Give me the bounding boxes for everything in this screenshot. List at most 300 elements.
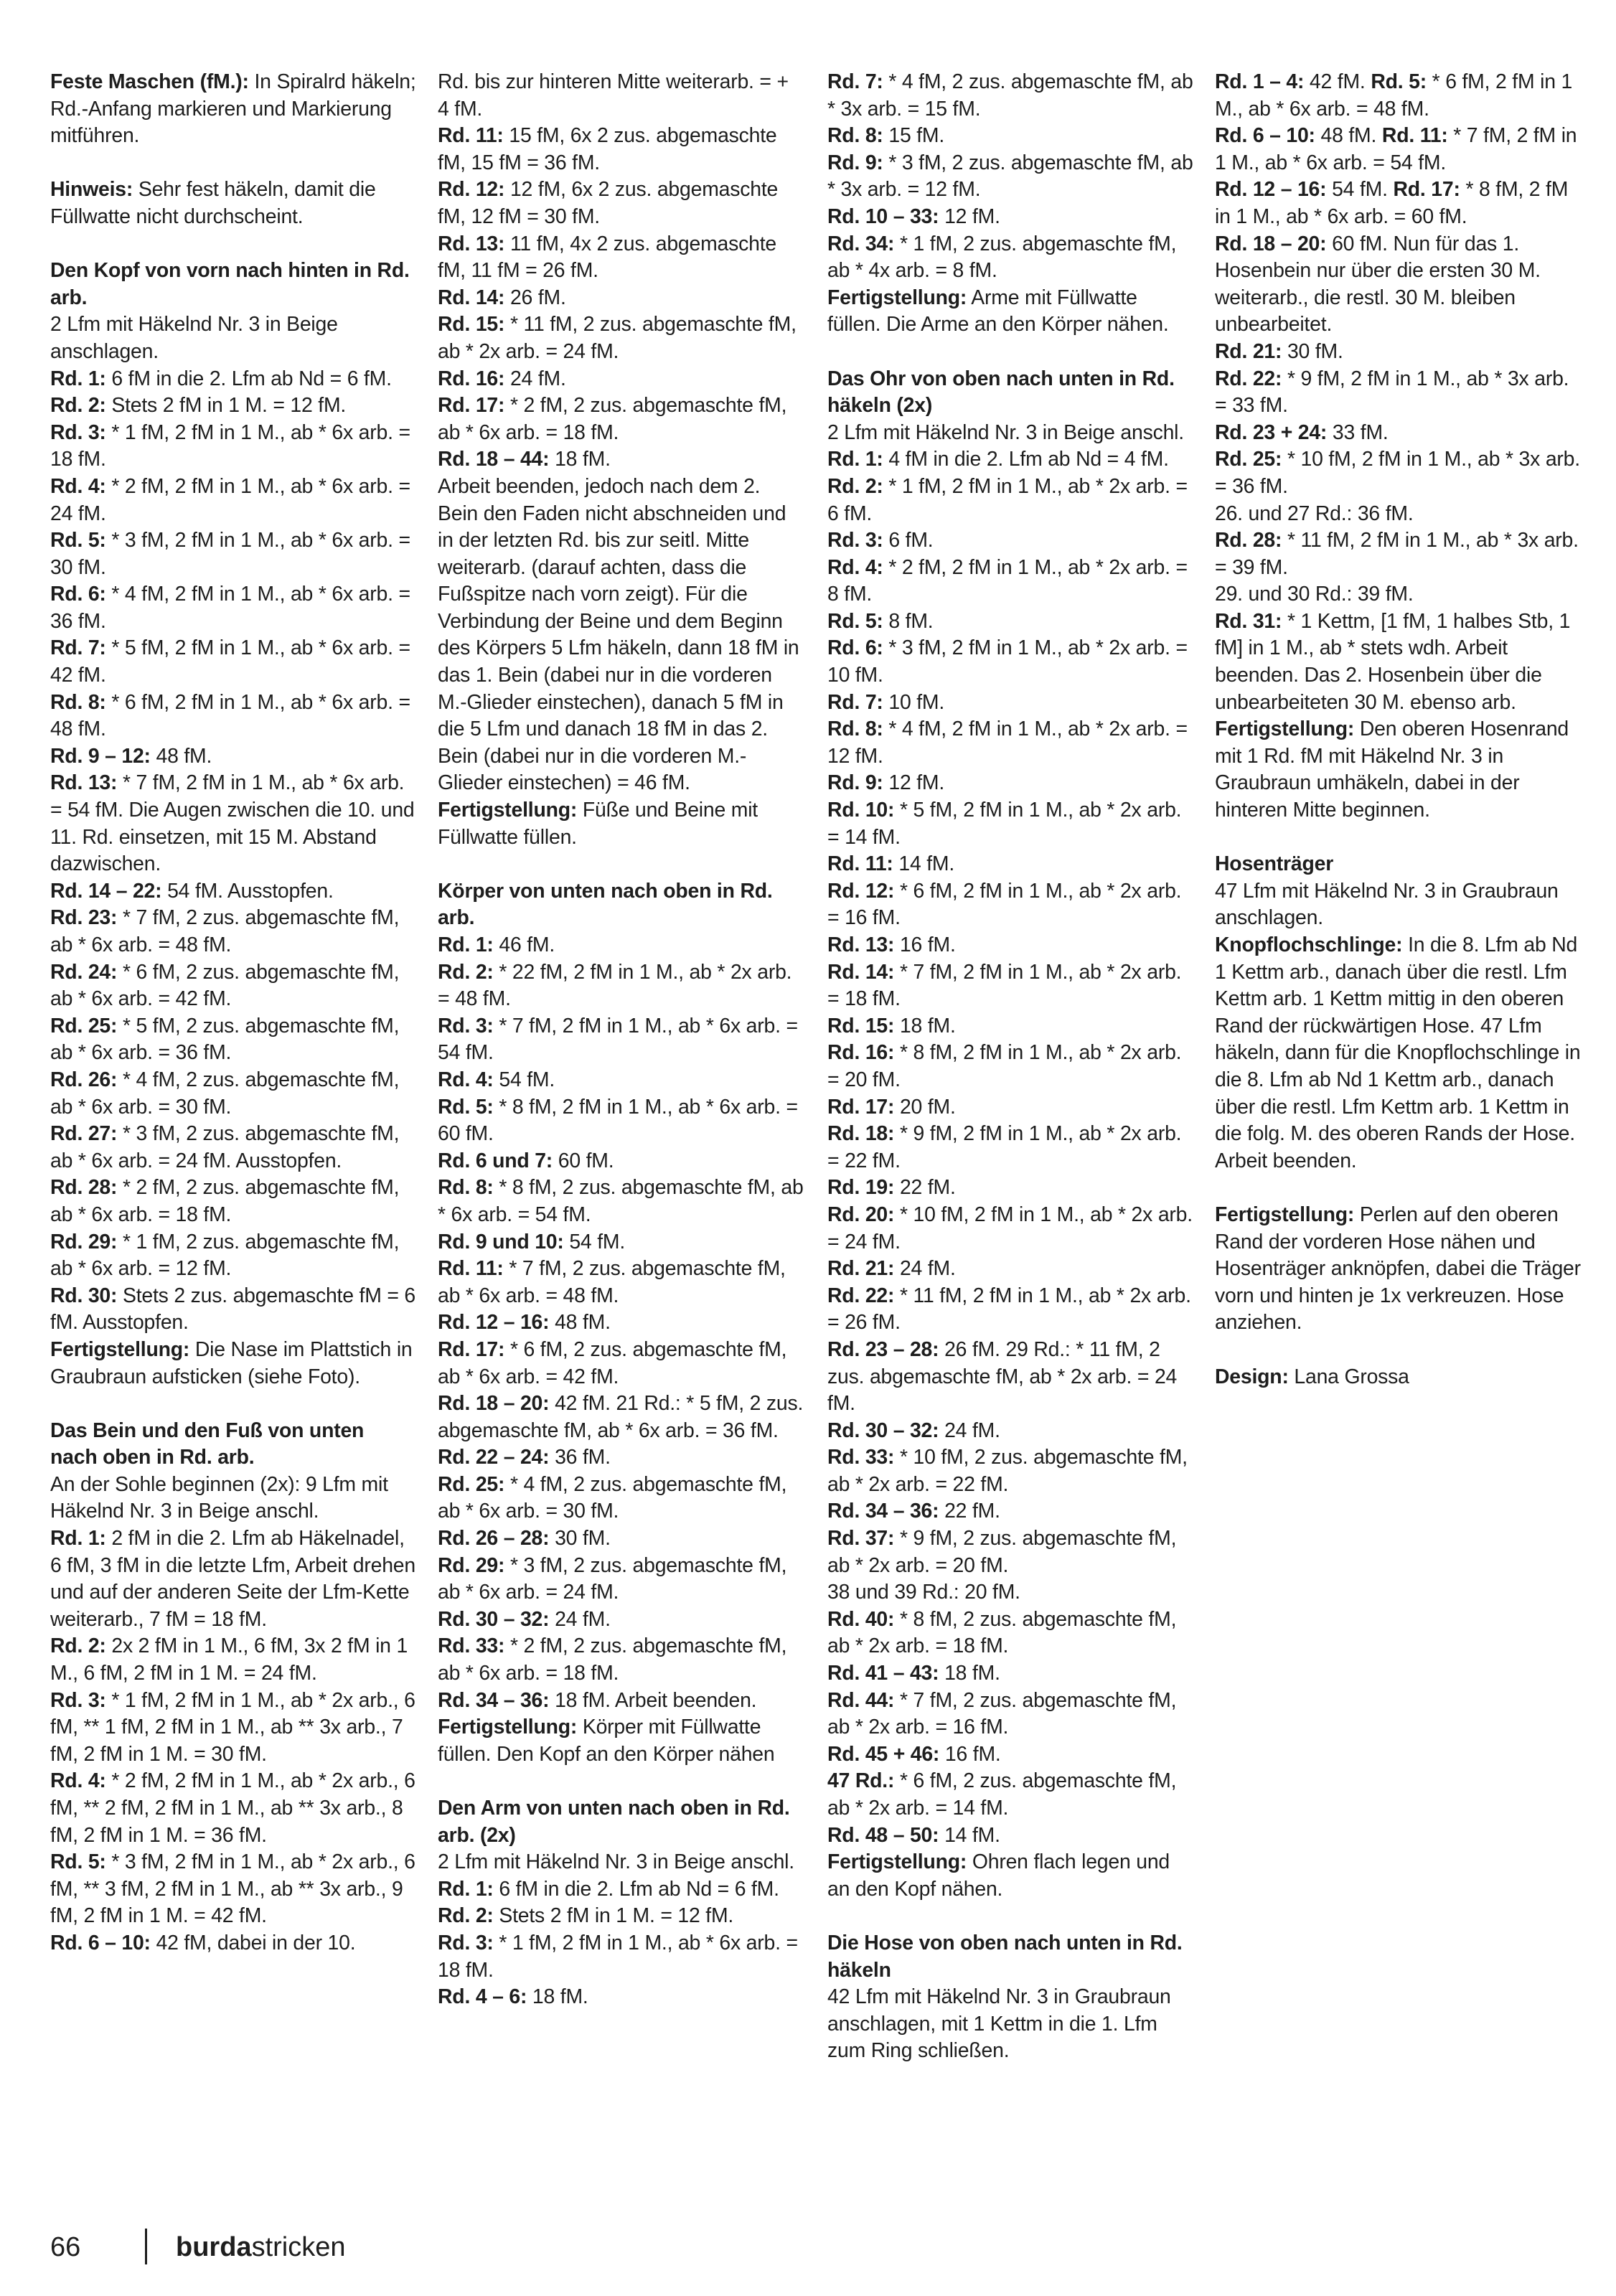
- step-label: Rd. 30 – 32:: [827, 1418, 939, 1442]
- instruction-paragraph: [827, 1202, 1198, 1256]
- step-text: An der Sohle beginnen (2x): 9 Lfm mit Häkelnd Nr. 3 in Beige anschl.: [50, 1472, 394, 1523]
- section-heading: Die Hose von oben nach unten in Rd. häkeln: [827, 1931, 1188, 1982]
- step-text: 14 fM.: [939, 1823, 1000, 1847]
- step-label: Rd. 11:: [438, 124, 504, 148]
- step-text: 60 fM.: [553, 1149, 614, 1172]
- step-text: * 3 fM, 2 zus. abgemaschte fM, ab * 6x arb. = 24 fM.: [438, 1553, 792, 1604]
- step-text: 30 fM.: [549, 1527, 611, 1551]
- instruction-paragraph: [827, 1498, 1193, 1525]
- step-text: 22 fM.: [894, 1176, 956, 1200]
- step-text: * 11 fM, 2 fM in 1 M., ab * 2x arb. = 26 fM.: [827, 1284, 1197, 1335]
- step-text: 10 fM.: [883, 690, 945, 714]
- step-label: Rd. 2:: [438, 960, 494, 984]
- step-label: Rd. 5:: [50, 1850, 106, 1874]
- step-label: Fertigstellung:: [50, 1337, 190, 1361]
- instruction-paragraph: [438, 797, 804, 851]
- instruction-paragraph: [827, 1418, 1193, 1445]
- section-heading: Das Ohr von oben nach unten in Rd. häkeln (2x): [827, 367, 1180, 418]
- instruction-paragraph: [827, 150, 1199, 204]
- step-label: Rd. 4:: [438, 1068, 494, 1091]
- step-text: Arbeit beenden, jedoch nach dem 2. Bein den Faden nicht abschneiden und in der letzten Rd. bis zur seitl. Mitte weiterarb. (darauf achten, dass die Fußspitze nach vorn zeigt). Für die Verbindung der Beine und dem Beginn des Körpers 5 Lfm häkeln, dann 18 fM in das 1. Bein (dabei nur in die vorderen M.-Glieder einstechen), danach 5 fM in die 5 Lfm und danach 18 fM in das 2. Bein (dabei nur in die vorderen M.-Glieder einstechen) = 46 fM.: [438, 474, 805, 795]
- step-label: Rd. 14:: [438, 286, 505, 309]
- step-text: 16 fM.: [894, 933, 956, 956]
- step-text: 24 fM.: [894, 1257, 956, 1281]
- step-text: * 8 fM, 2 fM in 1 M., ab * 6x arb. = 60 fM.: [1215, 178, 1574, 228]
- instruction-paragraph: [827, 690, 1193, 717]
- step-text: * 6 fM, 2 zus. abgemaschte fM, ab * 6x arb. = 42 fM.: [438, 1337, 792, 1388]
- instruction-paragraph: [827, 204, 1193, 231]
- step-text: * 4 fM, 2 zus. abgemaschte fM, ab * 6x arb. = 30 fM.: [438, 1472, 792, 1523]
- step-label: Rd. 17:: [827, 1095, 895, 1119]
- instruction-paragraph: [1215, 878, 1581, 932]
- step-label: Rd. 6 und 7:: [438, 1149, 553, 1172]
- step-text: 42 fM, dabei in der 10.: [150, 1931, 356, 1954]
- instruction-paragraph: [1215, 69, 1581, 123]
- step-label: Rd. 18 – 44:: [438, 448, 550, 471]
- instruction-paragraph: [827, 446, 1193, 474]
- step-text: In Spiralrd häkeln; Rd.-Anfang markieren und Markierung mitführen.: [50, 70, 422, 148]
- step-label: Rd. 10 – 33:: [827, 204, 939, 228]
- instruction-paragraph: [50, 690, 416, 743]
- step-text: 6 fM in die 2. Lfm ab Nd = 6 fM.: [493, 1877, 779, 1901]
- step-label: Rd. 5:: [50, 529, 106, 552]
- step-label: Rd. 5:: [827, 609, 883, 633]
- step-label: Rd. 31:: [1215, 609, 1282, 633]
- step-label: Rd. 8:: [827, 124, 883, 148]
- step-label: Rd. 8:: [50, 690, 106, 714]
- step-text: Stets 2 fM in 1 M. = 12 fM.: [493, 1904, 734, 1928]
- step-label: Fertigstellung:: [1215, 718, 1355, 741]
- instruction-paragraph: [827, 1256, 1193, 1283]
- instruction-paragraph: [827, 1822, 1193, 1850]
- step-label: Rd. 25:: [438, 1472, 505, 1496]
- step-text: * 9 fM, 2 fM in 1 M., ab * 2x arb. = 22 fM.: [827, 1122, 1188, 1172]
- step-label: Rd. 41 – 43:: [827, 1662, 939, 1685]
- step-label: Rd. 6:: [827, 636, 883, 660]
- step-text: * 10 fM, 2 fM in 1 M., ab * 3x arb. = 36 fM.: [1215, 448, 1586, 498]
- step-label: Rd. 40:: [827, 1607, 895, 1631]
- step-text: 16 fM.: [939, 1742, 1001, 1766]
- step-label: Rd. 25:: [50, 1014, 118, 1038]
- step-text: * 1 fM, 2 fM in 1 M., ab * 6x arb. = 18 fM.: [50, 420, 416, 471]
- instruction-paragraph: [438, 1525, 804, 1553]
- text-column-4: [1215, 69, 1587, 1391]
- instruction-paragraph: [827, 69, 1199, 123]
- step-label: Rd. 3:: [50, 420, 106, 444]
- step-text: 24 fM.: [549, 1607, 611, 1631]
- step-text: * 2 fM, 2 zus. abgemaschte fM, ab * 6x arb. = 18 fM.: [438, 1634, 792, 1685]
- step-label: Rd. 15:: [827, 1014, 895, 1038]
- step-text: * 5 fM, 2 zus. abgemaschte fM, ab * 6x arb. = 36 fM.: [50, 1014, 405, 1065]
- instruction-paragraph: [50, 1283, 421, 1337]
- instruction-paragraph: [438, 231, 804, 285]
- instruction-paragraph: [438, 1553, 804, 1606]
- step-label: Rd. 6:: [50, 583, 106, 606]
- step-text: 11 fM, 4x 2 zus. abgemaschte fM, 11 fM = 26 fM.: [438, 232, 782, 283]
- instruction-paragraph: [438, 1472, 804, 1525]
- step-label: Rd. 21:: [1215, 339, 1282, 363]
- instruction-paragraph: [438, 366, 804, 393]
- step-text: 24 fM.: [504, 367, 566, 390]
- instruction-paragraph: [1215, 581, 1581, 608]
- step-text: * 6 fM, 2 fM in 1 M., ab * 2x arb. = 16 fM.: [827, 879, 1188, 930]
- step-text: 18 fM.: [894, 1014, 956, 1038]
- step-label: Design:: [1215, 1365, 1289, 1388]
- step-text: * 8 fM, 2 zus. abgemaschte fM, ab * 2x arb. = 18 fM.: [827, 1607, 1182, 1658]
- step-label: Rd. 2:: [50, 1634, 106, 1658]
- instruction-paragraph: [50, 1067, 416, 1121]
- step-text: 42 fM.: [1304, 70, 1371, 93]
- instruction-paragraph: [438, 1444, 804, 1472]
- step-text: 18 fM. Arbeit beenden.: [549, 1688, 757, 1712]
- step-label: Rd. 19:: [827, 1176, 895, 1200]
- instruction-paragraph: [827, 123, 1193, 150]
- step-text: * 3 fM, 2 zus. abgemaschte fM, ab * 3x arb. = 12 fM.: [827, 151, 1199, 202]
- step-text: * 3 fM, 2 fM in 1 M., ab * 2x arb. = 10 fM.: [827, 636, 1193, 687]
- instruction-paragraph: [50, 905, 416, 959]
- step-label: Rd. 15:: [438, 313, 505, 337]
- step-text: Rd. bis zur hinteren Mitte weiterarb. = + 4 fM.: [438, 70, 794, 121]
- step-text: * 4 fM, 2 zus. abgemaschte fM, ab * 6x arb. = 30 fM.: [50, 1068, 405, 1119]
- step-text: * 7 fM, 2 fM in 1 M., ab * 6x arb. = 54 fM. Die Augen zwischen die 10. und 11. Rd. einsetzen, mit 15 M. Abstand dazwischen.: [50, 771, 421, 876]
- instruction-paragraph: [1215, 177, 1581, 230]
- step-text: * 7 fM, 2 zus. abgemaschte fM, ab * 6x arb. = 48 fM.: [50, 906, 405, 956]
- instruction-paragraph: [827, 1175, 1193, 1202]
- instruction-paragraph: [1215, 1202, 1587, 1337]
- step-label: Rd. 28:: [1215, 529, 1282, 552]
- instruction-paragraph: [50, 1930, 416, 1957]
- instruction-paragraph: [438, 1013, 804, 1067]
- instruction-paragraph: [1215, 608, 1581, 716]
- instruction-paragraph: [50, 1688, 421, 1769]
- instruction-paragraph: [827, 1606, 1193, 1660]
- instruction-paragraph: [827, 1444, 1193, 1498]
- step-label: Rd. 20:: [827, 1203, 895, 1226]
- step-text: 54 fM.: [563, 1230, 626, 1253]
- step-label: Rd. 3:: [438, 1014, 494, 1038]
- step-text: 26 fM. 29 Rd.: * 11 fM, 2 zus. abgemaschte fM, ab * 2x arb. = 24 fM.: [827, 1337, 1183, 1416]
- section-heading: Das Bein und den Fuß von unten nach oben in Rd. arb.: [50, 1418, 370, 1469]
- step-label: Rd. 2:: [438, 1904, 494, 1928]
- instruction-paragraph: [438, 1984, 804, 2011]
- step-label: Rd. 1:: [438, 933, 494, 956]
- step-label: Rd. 16:: [438, 367, 505, 390]
- step-label: Rd. 24:: [50, 960, 118, 984]
- step-text: * 6 fM, 2 zus. abgemaschte fM, ab * 2x arb. = 14 fM.: [827, 1769, 1182, 1820]
- instruction-paragraph: [438, 285, 804, 312]
- instruction-paragraph: [1215, 932, 1587, 1175]
- step-text: * 1 fM, 2 zus. abgemaschte fM, ab * 4x arb. = 8 fM.: [827, 232, 1182, 283]
- instruction-paragraph: [50, 311, 416, 365]
- step-label: Rd. 8:: [438, 1176, 494, 1200]
- instruction-paragraph: [438, 1229, 804, 1256]
- step-text: 12 fM, 6x 2 zus. abgemaschte fM, 12 fM = 30 fM.: [438, 178, 784, 228]
- instruction-paragraph: [438, 1688, 804, 1715]
- instruction-paragraph: [50, 1768, 421, 1849]
- instruction-paragraph: [50, 1337, 416, 1391]
- instruction-paragraph: [827, 635, 1193, 689]
- instruction-paragraph: [438, 932, 804, 959]
- instruction-paragraph: [438, 1309, 804, 1337]
- step-text: In die 8. Lfm ab Nd 1 Kettm arb., danach über die restl. Lfm Kettm arb. 1 Kettm mittig in den oberen Rand der rückwärtigen Hose. 47 Lfm häkeln, dann für die Knopflochschlinge in die 8. Lfm ab Nd 1 Kettm arb., danach über die restl. Lfm Kettm arb. 1 Kettm in die folg. M. des oberen Rands der Hose. Arbeit beenden.: [1215, 933, 1587, 1172]
- step-text: * 4 fM, 2 zus. abgemaschte fM, ab * 3x arb. = 15 fM.: [827, 70, 1199, 121]
- step-label: Rd. 45 + 46:: [827, 1742, 940, 1766]
- step-label: Rd. 26 – 28:: [438, 1527, 550, 1551]
- instruction-paragraph: [50, 392, 416, 420]
- step-label: Knopflochschlinge:: [1215, 933, 1403, 956]
- step-text: * 1 fM, 2 zus. abgemaschte fM, ab * 6x arb. = 12 fM.: [50, 1230, 405, 1281]
- step-text: Die Nase im Plattstich in Graubraun aufsticken (siehe Foto).: [50, 1337, 418, 1388]
- step-text: 30 fM.: [1282, 339, 1343, 363]
- step-label: Rd. 23 – 28:: [827, 1337, 939, 1361]
- step-label: Rd. 7:: [827, 70, 883, 93]
- step-label: Rd. 4:: [50, 1769, 106, 1793]
- instruction-paragraph: [438, 1849, 804, 1876]
- section-heading: Hosenträger: [1215, 852, 1334, 876]
- instruction-paragraph: [827, 1337, 1193, 1418]
- step-label: 47 Rd.:: [827, 1769, 895, 1793]
- page-number: 66: [50, 2232, 81, 2262]
- step-label: Rd. 1:: [50, 367, 106, 390]
- step-label: Rd. 3:: [438, 1931, 494, 1954]
- step-label: Rd. 3:: [827, 529, 883, 552]
- step-text: 6 fM in die 2. Lfm ab Nd = 6 fM.: [105, 367, 392, 390]
- step-text: 42 Lfm mit Häkelnd Nr. 3 in Graubraun anschlagen, mit 1 Kettm in die 1. Lfm zum Ring schließen.: [827, 1985, 1177, 2063]
- step-text: 54 fM.: [1326, 178, 1394, 202]
- brand-name-bold: burda: [176, 2232, 252, 2262]
- step-label: Rd. 18 – 20:: [1215, 232, 1327, 255]
- instruction-paragraph: [827, 770, 1193, 797]
- instruction-paragraph: [438, 1606, 804, 1634]
- step-label: Rd. 6 – 10:: [50, 1931, 151, 1954]
- step-label: Rd. 23:: [50, 906, 118, 930]
- instruction-paragraph: [827, 716, 1193, 770]
- instruction-paragraph: [438, 311, 804, 365]
- instruction-paragraph: [827, 555, 1193, 608]
- instruction-paragraph: [50, 959, 416, 1013]
- instruction-paragraph: [438, 1714, 804, 1768]
- section-heading: Den Kopf von vorn nach hinten in Rd. arb.: [50, 259, 415, 309]
- instruction-paragraph: [1215, 231, 1581, 339]
- step-label: Rd. 37:: [827, 1527, 895, 1551]
- step-label: Rd. 5:: [438, 1095, 494, 1119]
- instruction-paragraph: [438, 959, 804, 1013]
- step-text: 2 Lfm mit Häkelnd Nr. 3 in Beige anschl.: [827, 420, 1184, 444]
- step-text: 33 fM.: [1327, 420, 1389, 444]
- step-text: * 6 fM, 2 fM in 1 M., ab * 6x arb. = 48 fM.: [1215, 70, 1578, 121]
- section-heading: Körper von unten nach oben in Rd. arb.: [438, 879, 779, 930]
- instruction-paragraph: [50, 420, 416, 474]
- step-label: Rd. 4:: [827, 555, 883, 579]
- step-text: * 7 fM, 2 fM in 1 M., ab * 6x arb. = 54 fM.: [438, 1014, 804, 1065]
- step-label: Rd. 9:: [827, 771, 883, 795]
- step-text: * 2 fM, 2 zus. abgemaschte fM, ab * 6x arb. = 18 fM.: [438, 394, 792, 444]
- step-text: 24 fM.: [939, 1418, 1000, 1442]
- step-text: * 8 fM, 2 fM in 1 M., ab * 2x arb. = 20 fM.: [827, 1041, 1188, 1091]
- step-label: Rd. 14 – 22:: [50, 879, 162, 903]
- step-label: Rd. 13:: [438, 232, 505, 255]
- step-text: * 11 fM, 2 fM in 1 M., ab * 3x arb. = 39 fM.: [1215, 529, 1584, 579]
- instruction-paragraph: [438, 1337, 804, 1391]
- step-text: Körper mit Füllwatte füllen. Den Kopf an den Körper nähen: [438, 1716, 775, 1766]
- instruction-paragraph: [827, 474, 1193, 527]
- step-text: 48 fM.: [150, 744, 212, 768]
- brand-logo: [176, 2229, 345, 2266]
- step-text: * 2 fM, 2 zus. abgemaschte fM, ab * 6x arb. = 18 fM.: [50, 1176, 405, 1226]
- step-text: * 1 Kettm, [1 fM, 1 halbes Stb, 1 fM] in 1 M., ab * stets wdh. Arbeit beenden. Das 2. Hosenbein über die unbearbeiteten 30 M. ebenso arb.: [1215, 609, 1576, 714]
- step-text: 2 Lfm mit Häkelnd Nr. 3 in Beige anschlagen.: [50, 313, 344, 363]
- step-text: 2x 2 fM in 1 M., 6 fM, 3x 2 fM in 1 M., 6 fM, 2 fM in 1 M. = 24 fM.: [50, 1634, 413, 1685]
- step-text: * 8 fM, 2 fM in 1 M., ab * 6x arb. = 60 fM.: [438, 1095, 804, 1146]
- step-text: * 7 fM, 2 zus. abgemaschte fM, ab * 2x arb. = 16 fM.: [827, 1688, 1182, 1739]
- step-text: Sehr fest häkeln, damit die Füllwatte nicht durchscheint.: [50, 178, 382, 228]
- step-text: 2 Lfm mit Häkelnd Nr. 3 in Beige anschl.: [438, 1850, 794, 1874]
- step-text: * 7 fM, 2 fM in 1 M., ab * 2x arb. = 18 fM.: [827, 960, 1188, 1011]
- step-text: Füße und Beine mit Füllwatte füllen.: [438, 799, 764, 849]
- step-text: 46 fM.: [493, 933, 555, 956]
- step-text: 12 fM.: [939, 204, 1000, 228]
- step-label: Fertigstellung:: [827, 286, 967, 309]
- instruction-paragraph: [438, 446, 804, 474]
- instruction-paragraph: [827, 231, 1193, 285]
- step-label: Fertigstellung:: [1215, 1203, 1355, 1226]
- instruction-paragraph: [50, 743, 416, 771]
- step-label: Rd. 5:: [1371, 70, 1427, 93]
- instruction-paragraph: [50, 635, 416, 689]
- instruction-paragraph: [438, 1094, 804, 1148]
- step-text: * 3 fM, 2 zus. abgemaschte fM, ab * 6x arb. = 24 fM. Ausstopfen.: [50, 1122, 405, 1172]
- step-label: Rd. 2:: [827, 474, 883, 498]
- step-text: * 9 fM, 2 zus. abgemaschte fM, ab * 2x arb. = 20 fM.: [827, 1527, 1182, 1577]
- footer-divider: [145, 2229, 147, 2264]
- step-text: * 2 fM, 2 fM in 1 M., ab * 2x arb. = 8 fM.: [827, 555, 1193, 606]
- step-label: Rd. 33:: [827, 1446, 895, 1469]
- step-text: 48 fM.: [549, 1311, 611, 1335]
- step-text: 38 und 39 Rd.: 20 fM.: [827, 1581, 1020, 1604]
- step-text: * 6 fM, 2 fM in 1 M., ab * 6x arb. = 48 fM.: [50, 690, 416, 741]
- step-text: * 22 fM, 2 fM in 1 M., ab * 2x arb. = 48 fM.: [438, 960, 798, 1011]
- instruction-paragraph: [1215, 123, 1581, 177]
- step-label: Rd. 34 – 36:: [438, 1688, 550, 1712]
- text-column-1: [50, 69, 422, 1957]
- instruction-paragraph: [827, 1121, 1193, 1175]
- step-label: Fertigstellung:: [438, 799, 578, 822]
- step-label: Rd. 6 – 10:: [1215, 124, 1315, 148]
- step-label: Rd. 18:: [827, 1122, 895, 1146]
- step-label: Rd. 2:: [50, 394, 106, 418]
- step-text: 54 fM.: [493, 1068, 555, 1091]
- instruction-paragraph: [438, 1067, 804, 1094]
- step-text: 26 fM.: [504, 286, 566, 309]
- instruction-paragraph: [438, 1633, 804, 1687]
- step-label: Rd. 9:: [827, 151, 883, 174]
- step-label: Rd. 1:: [438, 1877, 494, 1901]
- instruction-paragraph: [50, 770, 421, 878]
- step-label: Feste Maschen (fM.):: [50, 70, 249, 93]
- step-text: 47 Lfm mit Häkelnd Nr. 3 in Graubraun anschlagen.: [1215, 879, 1564, 930]
- instruction-paragraph: [827, 285, 1193, 339]
- instruction-paragraph: [1215, 1364, 1581, 1391]
- step-text: 18 fM.: [527, 1985, 588, 2009]
- step-text: * 4 fM, 2 fM in 1 M., ab * 2x arb. = 12 fM.: [827, 718, 1193, 768]
- instruction-paragraph: [827, 1040, 1193, 1093]
- step-label: Rd. 13:: [827, 933, 895, 956]
- step-label: Fertigstellung:: [827, 1850, 967, 1874]
- step-text: 22 fM.: [939, 1500, 1000, 1523]
- instruction-paragraph: [827, 527, 1193, 555]
- instruction-paragraph: [438, 1930, 804, 1984]
- instruction-paragraph: [827, 1013, 1193, 1040]
- step-label: Rd. 12:: [438, 178, 505, 202]
- step-text: * 7 fM, 2 fM in 1 M., ab * 6x arb. = 54 fM.: [1215, 124, 1583, 174]
- step-label: Rd. 14:: [827, 960, 895, 984]
- step-label: Rd. 22:: [827, 1284, 895, 1307]
- step-label: Rd. 12 – 16:: [438, 1311, 550, 1335]
- step-label: Rd. 1:: [50, 1527, 106, 1551]
- step-text: * 2 fM, 2 fM in 1 M., ab * 6x arb. = 24 fM.: [50, 474, 416, 525]
- instruction-paragraph: [50, 1121, 416, 1175]
- step-label: Rd. 11:: [438, 1257, 504, 1281]
- step-label: Rd. 9 – 12:: [50, 744, 151, 768]
- instruction-paragraph: [1215, 501, 1581, 528]
- step-label: Rd. 29:: [438, 1553, 505, 1577]
- instruction-paragraph: [827, 1525, 1193, 1579]
- step-text: 2 fM in die 2. Lfm ab Häkelnadel, 6 fM, 3 fM in die letzte Lfm, Arbeit drehen und auf der anderen Seite der Lfm-Kette weiterarb., 7 fM = 18 fM.: [50, 1527, 421, 1631]
- instruction-paragraph: [438, 392, 804, 446]
- instruction-paragraph: [827, 1660, 1193, 1688]
- step-label: Rd. 23 + 24:: [1215, 420, 1328, 444]
- step-label: Rd. 30:: [50, 1284, 118, 1307]
- instruction-paragraph: [1215, 366, 1581, 420]
- instruction-paragraph: [827, 1849, 1193, 1903]
- step-label: Rd. 44:: [827, 1688, 895, 1712]
- step-label: Rd. 11:: [827, 852, 893, 876]
- step-label: Rd. 11:: [1381, 124, 1448, 148]
- step-text: 15 fM.: [883, 124, 945, 148]
- instruction-paragraph: [50, 581, 416, 635]
- step-text: * 1 fM, 2 fM in 1 M., ab * 2x arb. = 6 fM.: [827, 474, 1193, 525]
- text-column-3: [827, 69, 1199, 2065]
- instruction-paragraph: [827, 1741, 1193, 1769]
- instruction-paragraph: [827, 959, 1193, 1013]
- instruction-paragraph: [438, 1148, 804, 1175]
- instruction-paragraph: [438, 1876, 804, 1904]
- instruction-paragraph: [50, 1175, 416, 1228]
- step-label: Rd. 8:: [827, 718, 883, 741]
- step-text: Lana Grossa: [1288, 1365, 1409, 1388]
- instruction-paragraph: [50, 1013, 416, 1067]
- step-text: Stets 2 fM in 1 M. = 12 fM.: [105, 394, 347, 418]
- step-text: 29. und 30 Rd.: 39 fM.: [1215, 583, 1414, 606]
- step-text: * 5 fM, 2 fM in 1 M., ab * 2x arb. = 14 fM.: [827, 799, 1188, 849]
- step-text: 20 fM.: [894, 1095, 956, 1119]
- step-text: 12 fM.: [883, 771, 945, 795]
- step-label: Rd. 34:: [827, 232, 895, 255]
- step-label: Rd. 48 – 50:: [827, 1823, 939, 1847]
- instruction-paragraph: [438, 69, 804, 123]
- step-text: 8 fM.: [883, 609, 934, 633]
- step-label: Rd. 1:: [827, 448, 883, 471]
- step-label: Rd. 25:: [1215, 448, 1282, 471]
- step-text: 15 fM, 6x 2 zus. abgemaschte fM, 15 fM = 36 fM.: [438, 124, 783, 174]
- step-label: Rd. 4:: [50, 474, 106, 498]
- step-text: 6 fM.: [883, 529, 934, 552]
- step-text: 4 fM in die 2. Lfm ab Nd = 4 fM.: [883, 448, 1169, 471]
- step-label: Fertigstellung:: [438, 1716, 578, 1739]
- instruction-paragraph: [827, 851, 1193, 878]
- step-label: Rd. 12:: [827, 879, 895, 903]
- step-text: * 11 fM, 2 zus. abgemaschte fM, ab * 2x arb. = 24 fM.: [438, 313, 802, 363]
